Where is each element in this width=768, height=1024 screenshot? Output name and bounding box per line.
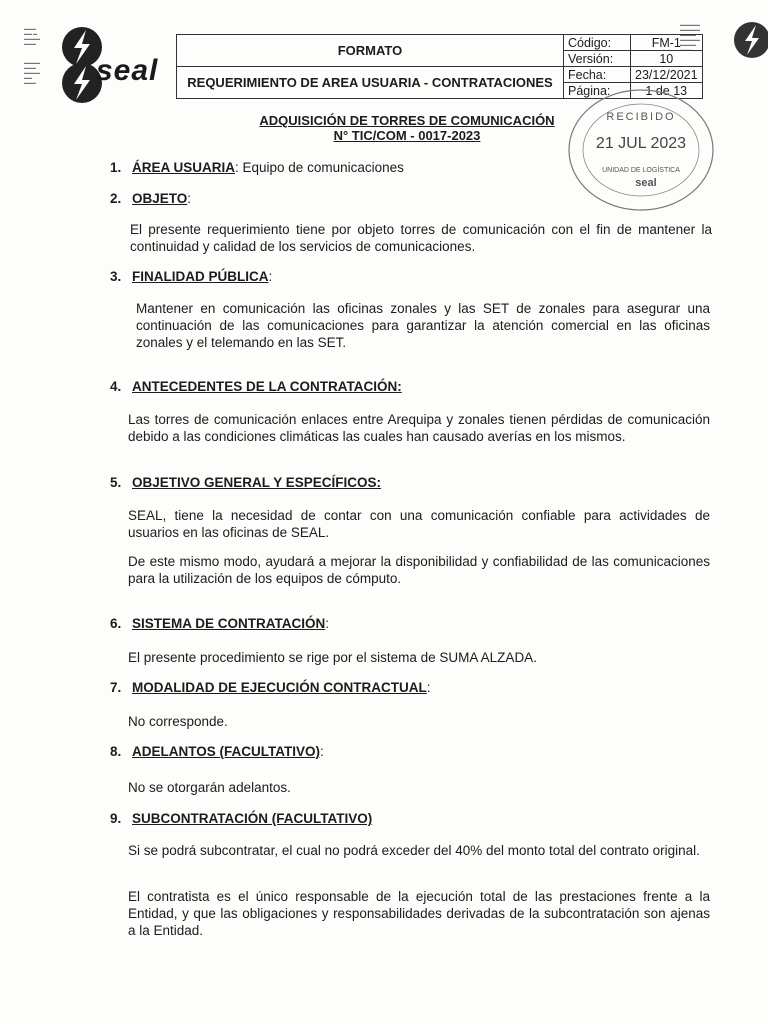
margin-scribble: ▬▬▬ ▬▬ ▬ ▬▬▬▬ ▬▬▬ xyxy=(24,26,40,46)
section-suffix: : Equipo de comunicaciones xyxy=(235,160,404,175)
stamp-brand: seal xyxy=(635,177,657,189)
section-suffix: : xyxy=(187,191,192,206)
section-heading-5 xyxy=(110,475,381,490)
margin-scribble: ▬▬▬▬▬ ▬▬▬▬▬ ▬▬▬▬ ▬▬▬▬▬ ▬▬▬▬ ▬▬▬ xyxy=(680,22,700,52)
received-stamp xyxy=(566,88,716,212)
section-heading-9 xyxy=(110,811,372,826)
section-suffix: : xyxy=(268,269,273,284)
section-paragraph: El contratista es el único responsable de la ejecución total de las prestaciones frente a la Entidad, y que las obligaciones y responsabilidades derivadas de la subcontratación son ajenas a la Entidad. xyxy=(128,889,710,938)
pagina-label: Página: xyxy=(564,83,631,99)
section-heading-3 xyxy=(110,269,272,284)
format-label: FORMATO xyxy=(177,35,564,67)
stamp-unit: UNIDAD DE LOGÍSTICA xyxy=(602,167,680,174)
section-number: 6. xyxy=(110,616,122,631)
fecha-value: 23/12/2021 xyxy=(631,67,703,83)
section-paragraph: El presente requerimiento tiene por objeto torres de comunicación con el fin de mantener la continuidad y calidad de los servicios de comunicaciones. xyxy=(130,222,712,254)
requirement-title: REQUERIMIENTO DE AREA USUARIA - CONTRATACIONES xyxy=(177,67,564,99)
section-heading-4 xyxy=(110,379,402,394)
margin-scribble: ▬▬▬▬ ▬▬▬ ▬▬▬▬ ▬▬ ▬▬▬ xyxy=(24,60,40,85)
section-label: MODALIDAD DE EJECUCIÓN CONTRACTUAL xyxy=(132,680,427,695)
section-number: 5. xyxy=(110,475,122,490)
document-title xyxy=(210,113,604,143)
section-number: 2. xyxy=(110,191,122,206)
title-line-1: ADQUISICIÓN DE TORRES DE COMUNICACIÓN xyxy=(259,113,555,128)
section-number: 3. xyxy=(110,269,122,284)
section-heading-6 xyxy=(110,616,329,631)
section-number: 7. xyxy=(110,680,122,695)
section-heading-7 xyxy=(110,680,431,695)
section-heading-8 xyxy=(110,744,324,759)
section-label: OBJETO xyxy=(132,191,188,206)
fecha-label: Fecha: xyxy=(564,67,631,83)
section-heading-1 xyxy=(110,160,404,175)
seal-logo-text: seal xyxy=(96,54,159,87)
section-paragraph: No corresponde. xyxy=(128,714,228,729)
section-label: SUBCONTRATACIÓN (FACULTATIVO) xyxy=(132,811,373,826)
version-label: Versión: xyxy=(564,51,631,67)
section-label: SISTEMA DE CONTRATACIÓN xyxy=(132,616,326,631)
seal-logo-icon xyxy=(732,20,768,60)
section-number: 8. xyxy=(110,744,122,759)
stamp-date: 21 JUL 2023 xyxy=(595,135,687,152)
codigo-value: FM-1 xyxy=(631,35,703,51)
section-label: ANTECEDENTES DE LA CONTRATACIÓN: xyxy=(132,379,402,394)
section-number: 9. xyxy=(110,811,122,826)
section-number: 1. xyxy=(110,160,122,175)
section-suffix: : xyxy=(320,744,324,759)
section-paragraph: De este mismo modo, ayudará a mejorar la disponibilidad y confiabilidad de las comunicaciones para la utilización de los equipos de cómputo. xyxy=(128,554,710,586)
codigo-label: Código: xyxy=(564,35,631,51)
section-paragraph: Mantener en comunicación las oficinas zonales y las SET de zonales para asegurar una continuación de las comunicaciones para garantizar la atención comercial en las oficinas zonales y el telemando en las SET. xyxy=(136,301,710,350)
section-paragraph: SEAL, tiene la necesidad de contar con una comunicación confiable para actividades de usuarios en las oficinas de SEAL. xyxy=(128,508,710,540)
section-label: ÁREA USUARIA xyxy=(132,160,236,175)
section-number: 4. xyxy=(110,379,122,394)
section-paragraph: No se otorgarán adelantos. xyxy=(128,780,291,795)
stamp-received-text: RECIBIDO xyxy=(606,111,676,123)
pagina-value: 1 de 13 xyxy=(631,83,703,99)
section-label: FINALIDAD PÚBLICA xyxy=(132,269,269,284)
section-heading-2 xyxy=(110,191,191,206)
section-label: ADELANTOS (FACULTATIVO) xyxy=(132,744,320,759)
section-paragraph: Las torres de comunicación enlaces entre Arequipa y zonales tienen pérdidas de comunicación debido a las condiciones climáticas las cuales han causado averías en los mismos. xyxy=(128,412,710,444)
section-paragraph: Si se podrá subcontratar, el cual no podrá exceder del 40% del monto total del contrato original. xyxy=(128,843,700,858)
title-line-2: N° TIC/COM - 0017-2023 xyxy=(333,128,481,143)
section-suffix: : xyxy=(325,616,330,631)
section-suffix: : xyxy=(426,680,431,695)
version-value: 10 xyxy=(631,51,703,67)
section-paragraph: El presente procedimiento se rige por el sistema de SUMA ALZADA. xyxy=(128,650,537,665)
section-label: OBJETIVO GENERAL Y ESPECÍFICOS: xyxy=(132,475,382,490)
